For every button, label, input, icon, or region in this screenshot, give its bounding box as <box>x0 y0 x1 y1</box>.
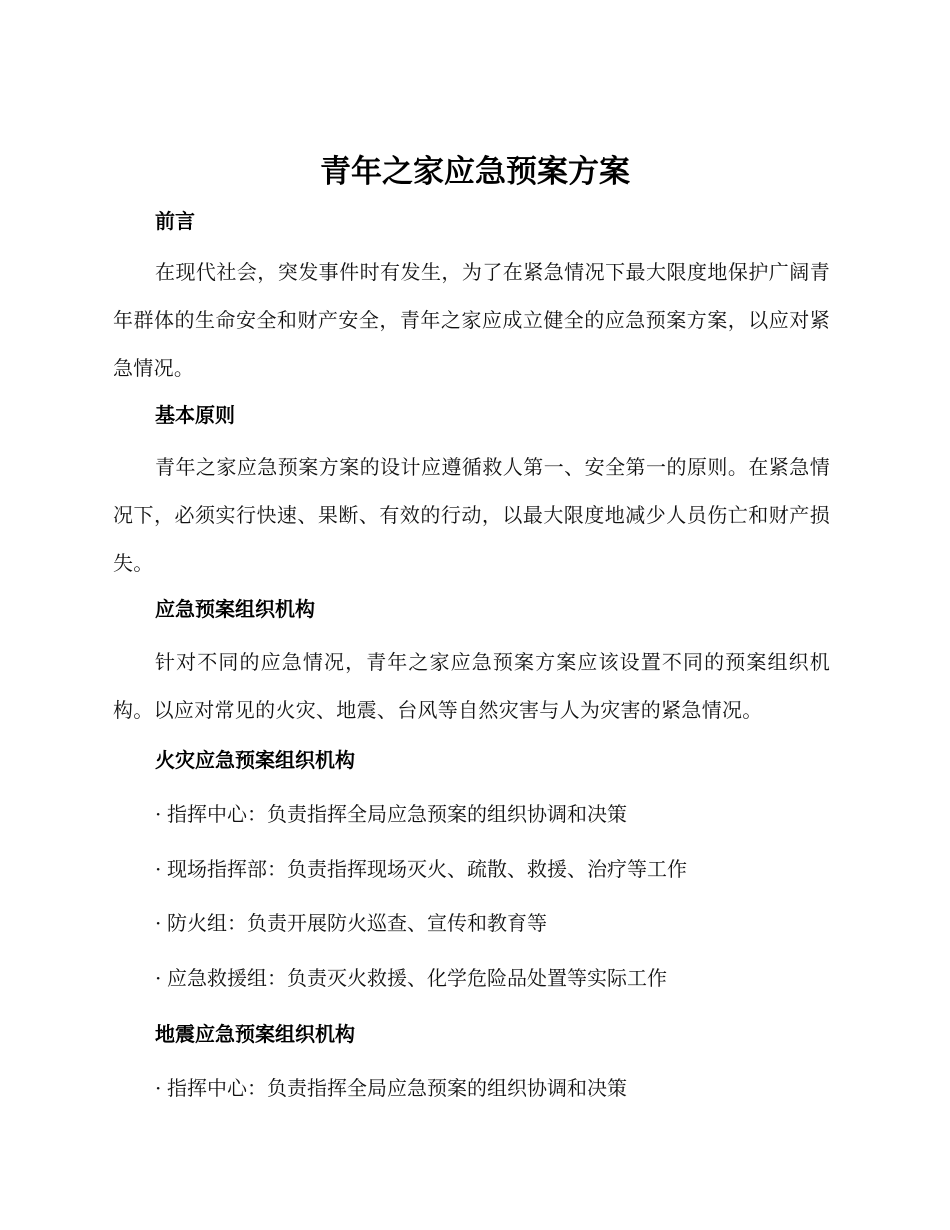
bullet-glyph: · <box>155 857 162 881</box>
heading-fire: 火灾应急预案组织机构 <box>155 748 355 772</box>
list-item-text: 指挥中心：负责指挥全局应急预案的组织协调和决策 <box>167 1076 627 1100</box>
bullet-glyph: · <box>155 911 162 935</box>
document-title: 青年之家应急预案方案 <box>320 154 630 190</box>
list-item-text: 指挥中心：负责指挥全局应急预案的组织协调和决策 <box>167 802 627 826</box>
list-item-text: 应急救援组：负责灭火救援、化学危险品处置等实际工作 <box>167 966 667 990</box>
bullet-glyph: · <box>155 802 162 826</box>
list-item-fire-2 <box>155 856 687 882</box>
list-item-fire-3 <box>155 910 547 936</box>
bullet-glyph: · <box>155 966 162 990</box>
list-item-earthquake-1 <box>155 1075 627 1101</box>
list-item-text: 现场指挥部：负责指挥现场灭火、疏散、救援、治疗等工作 <box>167 857 687 881</box>
list-item-fire-4 <box>155 965 667 991</box>
bullet-glyph: · <box>155 1076 162 1100</box>
paragraph-preface: 在现代社会，突发事件时有发生，为了在紧急情况下最大限度地保护广阔青年群体的生命安全和财产安全，青年之家应成立健全的应急预案方案，以应对紧急情况。 <box>113 260 830 380</box>
heading-organization: 应急预案组织机构 <box>155 597 315 621</box>
list-item-text: 防火组：负责开展防火巡查、宣传和教育等 <box>167 911 547 935</box>
paragraph-principles: 青年之家应急预案方案的设计应遵循救人第一、安全第一的原则。在紧急情况下，必须实行快速、果断、有效的行动，以最大限度地减少人员伤亡和财产损失。 <box>113 455 830 575</box>
list-item-fire-1 <box>155 801 627 827</box>
heading-principles: 基本原则 <box>155 403 235 427</box>
paragraph-organization: 针对不同的应急情况，青年之家应急预案方案应该设置不同的预案组织机构。以应对常见的火灾、地震、台风等自然灾害与人为灾害的紧急情况。 <box>113 650 830 722</box>
heading-preface: 前言 <box>155 209 195 233</box>
heading-earthquake: 地震应急预案组织机构 <box>155 1022 355 1046</box>
